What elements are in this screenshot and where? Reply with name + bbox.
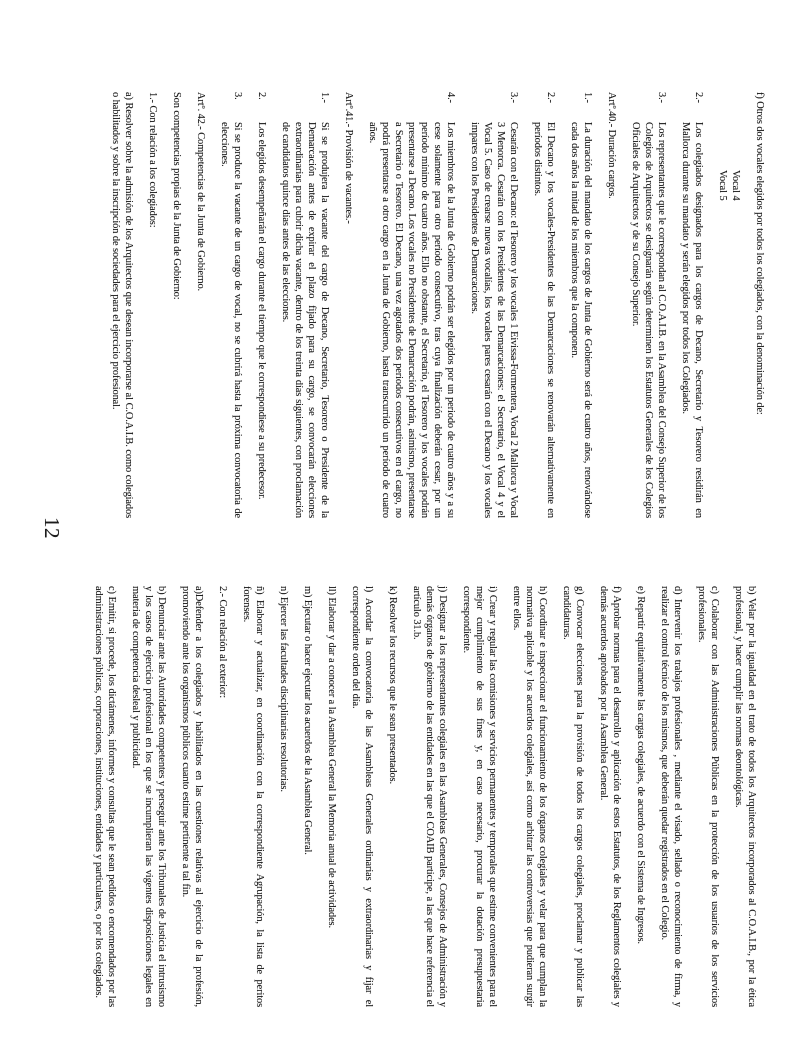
art40-item-1-row xyxy=(568,92,594,518)
art42-1-item-l: l) Acordar la convocatoria de las Asambleas Generales ordinarias y extraordinarias y fijar el correspondiente orden del día. xyxy=(350,586,374,1007)
art42-1-item-b: b) Velar por la igualdad en el trato de todos los Arquitectos incorporados al C.O.A.I.B., por la ética profesional, y hacer cumplir las normas deontológicas. xyxy=(733,586,757,1007)
vocal-list-1: Vocal 5 xyxy=(717,170,728,201)
art41-item-1-number: 1.- xyxy=(319,92,330,103)
item-f-otros-vocales: f) Otros dos vocales elegidos por todos los colegiados, con la denominación de: xyxy=(754,92,765,415)
art40-item-4-row xyxy=(366,92,457,518)
item-2-colegiados-designados-number: 2.- xyxy=(693,92,704,103)
art42-2-item-b: b) Denunciar ante las Autoridades competentes y perseguir ante los Tribunales de Justicia el intrusismo y los casos de ejercicio profesional en los que se incumplieran las vigentes disposiciones legales en materia de competencia desleal y publicidad. xyxy=(130,586,167,1007)
art42-1-item-e: e) Repartir equitativamente las cargas colegiales, de acuerdo con el Sistema de Ingresos. xyxy=(635,586,646,944)
art42-1-item-j: j) Designar a los representantes colegiales en las Asambleas Generales, Consejos de Administración y demás órganos de gobierno de las entidades en las que el COAIB participe, a las que hace referencia el artículo 31.b. xyxy=(411,586,448,1007)
art40-item-3: Cesarán con el Decano: el Tesorero y los vocales 1 Eivissa-Formentera, Vocal 2 Mallorca y Vocal 3 Menorca. Cesarán con los Presidentes de las Demarcaciones: el Secretario, el Vocal 4 y el Vocal 5. Caso de crearse nuevas vocalías, los vocales pares cesarán con el Decano y los vocales impares con los Presidentes de Demarcaciones. xyxy=(469,122,519,518)
art42-intro: Son competencias propias de la Junta de Gobierno: xyxy=(171,92,182,300)
art41-item-2-number: 2. xyxy=(256,92,267,100)
art40-item-4: Los miembros de la Junta de Gobierno podrán ser elegidos por un periodo de cuatro años y a su cese solamente para otro periodo consecutivo, tras cuya finalización deberán cesar, por un período mínimo de cuatro años. Ello no obstante, el Secretario, el Tesorero y los vocales podrán presentarse a Decano. Los vocales no Presidentes de Demarcación podrán, asimismo, presentarse a Secretario o Tesorero. El Decano, una vez agotados dos periodos consecutivos en el cargo, no podrá presentarse a otro cargo en la Junta de Gobierno, hasta transcurrido un período de cuatro años. xyxy=(367,122,456,518)
art42-2-item-a: a)Defender a los colegiados y habilitados en las cuestiones relativas al ejercicio de la profesión, promoviendo ante los organismos públicos cuanto estime pertinente a tal fin. xyxy=(180,586,204,1007)
art40-item-4-number: 4.- xyxy=(445,92,456,103)
item-3-representantes: Los representantes que le correspondan al C.O.A.I.B. en la Asamblea del Consejo Superior de los Colegios de Arquitectos se designarán según determinen los Estatutos Generales de los Colegios Oficiales de Arquitectos y de su Consejo Superior. xyxy=(630,122,667,518)
art42-section-1: 1.- Con relación a los colegiados: xyxy=(147,92,158,228)
art41-item-3-row xyxy=(218,92,244,518)
art41-item-1: Si se produjera la vacante del cargo de Decano, Secretario, Tesorero o Presidente de la Demarcación antes de expirar el plazo fijado para su cargo, se convocarán elecciones extraordinarias para cubrir dicha vacante, dentro de los treinta días siguientes, con proclamación de candidatos quince días antes de las elecciones. xyxy=(280,122,330,518)
art42-1-item-ll: ll) Elaborar y dar a conocer a la Asamblea General la Memoria anual de actividades. xyxy=(326,586,337,928)
item-2-colegiados-designados: Los colegiados designados para los cargos de Decano, Secretario y Tesorero residirán en Mallorca durante su mandato y serán elegidos por todos los Colegiados. xyxy=(680,122,704,518)
art42-1-item-i: i) Crear y regular las comisiones y servicios permanentes y temporales que estime convenientes para el mejor cumplimiento de sus fines y, en caso necesario, procurar la dotación presupuestaria correspondiente. xyxy=(461,586,498,1007)
art42-1-item-h: h) Coordinar e inspeccionar el funcionamiento de los órganos colegiales y velar para que cumplan la normativa aplicable y los acuerdos colegiales, así como arbitrar las controversias que pudieran surgir entre ellos. xyxy=(511,586,548,1007)
item-3-representantes-number: 3.- xyxy=(656,92,667,103)
article-40-heading: Artº.40.- Duración cargos. xyxy=(606,92,617,199)
art40-item-1-number: 1.- xyxy=(582,92,593,103)
art41-item-2: Los elegidos desempeñarán el cargo durante el tiempo que le correspondiese a su predecesor. xyxy=(256,122,267,500)
article-42-heading: Artº. 42.- Competencias de la Junta de Gobierno. xyxy=(195,92,206,291)
art41-item-2-row xyxy=(255,92,268,518)
art41-item-3-number: 3. xyxy=(232,92,243,100)
art42-1-item-k: k) Resolver los recursos que le sean presentados. xyxy=(387,586,398,784)
art40-item-3-row xyxy=(468,92,520,518)
left-column xyxy=(98,92,766,518)
art41-item-3: Si se produce la vacante de un cargo de vocal, no se cubrirá hasta la próxima convocatoria de elecciones. xyxy=(219,122,243,518)
art41-item-1-row xyxy=(279,92,331,518)
art42-1-item-c: c) Colaborar con las Administraciones Públicas en la protección de los usuarios de los servicios profesionales. xyxy=(696,586,720,1007)
art40-item-3-number: 3.- xyxy=(508,92,519,103)
art42-section-2: 2.- Con relación al exterior: xyxy=(217,586,228,699)
item-2-colegiados-designados-row xyxy=(679,92,705,518)
item-3-representantes-row xyxy=(629,92,668,518)
art42-1-item-d: d) Intervenir los trabajos profesionales , mediante el visado, sellado o reconocimiento de firma, y realizar el control técnico de los mismos, que deberán quedar registrados en el Colegio. xyxy=(659,586,683,1007)
art40-item-2-number: 2.- xyxy=(545,92,556,103)
art42-1-item-f: f) Aprobar normas para el desarrollo y aplicación de estos Estatutos, de los Reglamentos colegiales y demás acuerdos aprobados por la Asamblea General. xyxy=(598,586,622,1007)
art42-1-item-n: n) Ejercer las facultades disciplinarias resolutorias. xyxy=(278,586,289,792)
art40-item-2: El Decano y los vocales-Presidentes de las Demarcaciones se renovarán alternativamente en períodos distintos. xyxy=(532,122,556,518)
art42-1-item-a: a) Resolver sobre la admisión de los Arquitectos que desean incorporarse al C.O.A.I.B. como colegiados o habilitados y sobre la inscripción de sociedades para el ejercicio profesional. xyxy=(110,92,134,518)
art42-1-item-m: m) Ejecutar o hacer ejecutar los acuerdos de la Asamblea General. xyxy=(302,586,313,855)
page-number: 12 xyxy=(40,517,64,539)
art40-item-2-row xyxy=(531,92,557,518)
vocal-list xyxy=(716,92,742,518)
art42-1-item-nn: ñ) Elaborar y actualizar, en coordinación con la correspondiente Agrupación, la lista de peritos forenses. xyxy=(241,586,265,1007)
art42-1-item-g: g) Convocar elecciones para la provisión de todos los cargos colegiales, proclamar y publicar las candidaturas. xyxy=(561,586,585,1007)
article-41-heading: Artº.41.- Provisión de vacantes.- xyxy=(343,92,354,224)
vocal-list-0: Vocal 4 xyxy=(730,170,741,201)
right-column xyxy=(81,586,758,1007)
art40-item-1: La duración del mandato de los cargos de Junta de Gobierno será de cuatro años, renovándose cada dos años la mitad de los miembros que la componen. xyxy=(569,122,593,518)
art42-2-item-c: c) Emitir, si procede, los dictámenes, informes y consultas que le sean pedidos o encomendados por las administraciones públicas, corporaciones, instituciones, entidades y particulares, o por los colegiados. xyxy=(93,586,117,1007)
